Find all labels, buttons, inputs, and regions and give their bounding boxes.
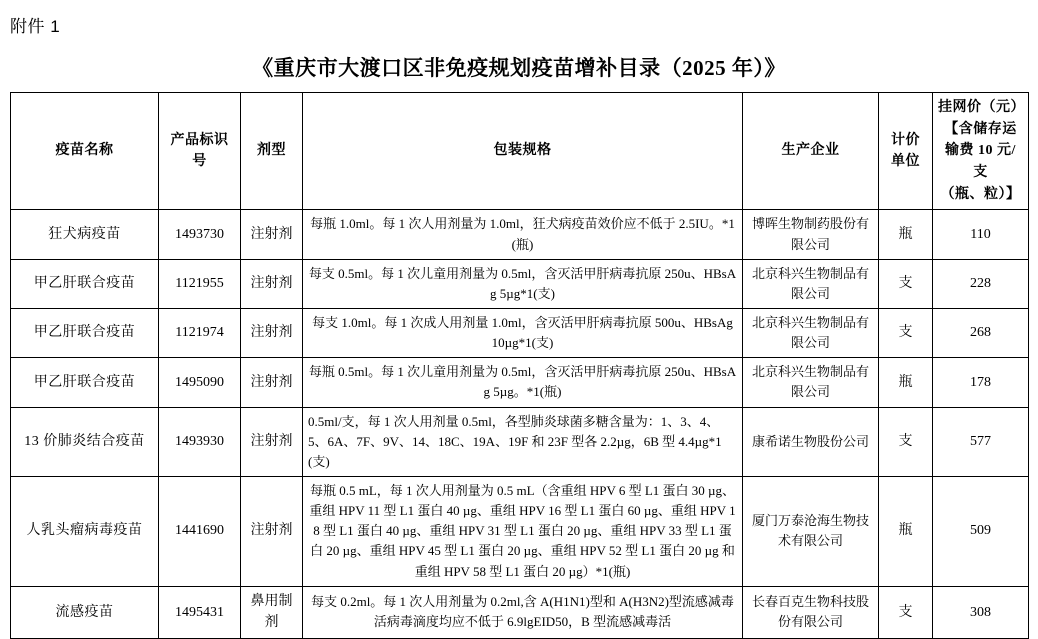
column-header-listed-price — [933, 93, 1029, 210]
cell-vaccine-name: 狂犬病疫苗 — [11, 210, 159, 259]
attachment-label: 附件 1 — [10, 17, 61, 36]
page-title: 《重庆市大渡口区非免疫规划疫苗增补目录（2025 年）》 — [252, 56, 786, 80]
cell-pricing-unit: 支 — [879, 586, 933, 638]
table-row — [11, 358, 1029, 407]
cell-manufacturer: 北京科兴生物制品有限公司 — [743, 358, 879, 407]
column-header-dosage-form: 剂型 — [241, 93, 303, 210]
cell-manufacturer: 北京科兴生物制品有限公司 — [743, 309, 879, 358]
cell-package-spec: 每瓶 1.0ml。每 1 次人用剂量为 1.0ml，狂犬病疫苗效价应不低于 2.5IU。*1(瓶) — [303, 210, 743, 259]
cell-product-code: 1493730 — [159, 210, 241, 259]
cell-vaccine-name: 流感疫苗 — [11, 586, 159, 638]
cell-pricing-unit: 支 — [879, 407, 933, 476]
cell-package-spec: 每瓶 0.5 mL，每 1 次人用剂量为 0.5 mL（含重组 HPV 6 型 L1 蛋白 30 µg、重组 HPV 11 型 L1 蛋白 40 µg、重组 HPV 16 型 L1 蛋白 60 µg、重组 HPV 18 型 L1 蛋白 40 µg、重组 HPV 31 型 L1 蛋白 20 µg、重组 HPV 33 型 L1 蛋白 20 µg、重组 HPV 45 型 L1 蛋白 20 µg、重组 HPV 52 型 L1 蛋白 20 µg 和重组 HPV 58 型 L1 蛋白 20 µg）*1(瓶) — [303, 476, 743, 586]
cell-dosage-form: 注射剂 — [241, 358, 303, 407]
table-row — [11, 309, 1029, 358]
table-body — [11, 210, 1029, 639]
cell-vaccine-name: 甲乙肝联合疫苗 — [11, 259, 159, 308]
cell-package-spec: 每支 1.0ml。每 1 次成人用剂量 1.0ml，含灭活甲肝病毒抗原 500u、HBsAg 10µg*1(支) — [303, 309, 743, 358]
column-header-manufacturer: 生产企业 — [743, 93, 879, 210]
cell-dosage-form: 注射剂 — [241, 476, 303, 586]
cell-dosage-form: 注射剂 — [241, 309, 303, 358]
cell-pricing-unit: 支 — [879, 309, 933, 358]
cell-pricing-unit: 瓶 — [879, 358, 933, 407]
cell-vaccine-name: 甲乙肝联合疫苗 — [11, 358, 159, 407]
cell-package-spec: 每支 0.5ml。每 1 次儿童用剂量为 0.5ml，含灭活甲肝病毒抗原 250u、HBsAg 5µg*1(支) — [303, 259, 743, 308]
table-header-row — [11, 93, 1029, 210]
table-row — [11, 586, 1029, 638]
cell-manufacturer: 康希诺生物股份公司 — [743, 407, 879, 476]
table-row — [11, 259, 1029, 308]
cell-package-spec: 每支 0.2ml。每 1 次人用剂量为 0.2ml,含 A(H1N1)型和 A(H3N2)型流感减毒活病毒滴度均应不低于 6.9lgEID50，B 型流感减毒活 — [303, 586, 743, 638]
cell-listed-price: 509 — [933, 476, 1029, 586]
cell-product-code: 1121955 — [159, 259, 241, 308]
price-header-line-3: 输费 10 元/支 — [945, 143, 1016, 181]
cell-package-spec: 每瓶 0.5ml。每 1 次儿童用剂量为 0.5ml，含灭活甲肝病毒抗原 250u、HBsAg 5µg。*1(瓶) — [303, 358, 743, 407]
cell-listed-price: 268 — [933, 309, 1029, 358]
cell-listed-price: 178 — [933, 358, 1029, 407]
column-header-product-code — [159, 93, 241, 210]
vaccine-table-container — [10, 92, 1028, 639]
table-row — [11, 210, 1029, 259]
cell-dosage-form: 注射剂 — [241, 259, 303, 308]
price-header-line-4: （瓶、粒）】 — [940, 186, 1021, 202]
cell-product-code: 1495431 — [159, 586, 241, 638]
cell-pricing-unit: 瓶 — [879, 210, 933, 259]
cell-vaccine-name: 人乳头瘤病毒疫苗 — [11, 476, 159, 586]
cell-pricing-unit: 瓶 — [879, 476, 933, 586]
column-header-pricing-unit — [879, 93, 933, 210]
price-header-line-1: 挂网价（元） — [938, 100, 1025, 115]
table-header — [11, 93, 1029, 210]
cell-product-code: 1495090 — [159, 358, 241, 407]
table-row — [11, 476, 1029, 586]
column-header-package-spec: 包装规格 — [303, 93, 743, 210]
cell-pricing-unit: 支 — [879, 259, 933, 308]
cell-manufacturer: 厦门万泰沧海生物技术有限公司 — [743, 476, 879, 586]
cell-listed-price: 308 — [933, 586, 1029, 638]
cell-listed-price: 228 — [933, 259, 1029, 308]
cell-listed-price: 577 — [933, 407, 1029, 476]
cell-vaccine-name: 13 价肺炎结合疫苗 — [11, 407, 159, 476]
cell-dosage-form: 注射剂 — [241, 210, 303, 259]
cell-product-code: 1441690 — [159, 476, 241, 586]
cell-manufacturer: 北京科兴生物制品有限公司 — [743, 259, 879, 308]
column-header-product-code-text: 产品标识号 — [170, 132, 229, 170]
price-header-line-2: 【含储存运 — [944, 121, 1017, 137]
cell-package-spec: 0.5ml/支，每 1 次人用剂量 0.5ml，各型肺炎球菌多糖含量为：1、3、4、5、6A、7F、9V、14、18C、19A、19F 和 23F 型各 2.2µg，6B 型 4.4µg*1(支) — [303, 407, 743, 476]
cell-vaccine-name: 甲乙肝联合疫苗 — [11, 309, 159, 358]
cell-product-code: 1121974 — [159, 309, 241, 358]
cell-manufacturer: 长春百克生物科技股份有限公司 — [743, 586, 879, 638]
column-header-pricing-unit-text: 计价单位 — [891, 132, 920, 170]
cell-dosage-form: 注射剂 — [241, 407, 303, 476]
column-header-vaccine-name: 疫苗名称 — [11, 93, 159, 210]
cell-product-code: 1493930 — [159, 407, 241, 476]
table-row — [11, 407, 1029, 476]
cell-listed-price: 110 — [933, 210, 1029, 259]
cell-manufacturer: 博晖生物制药股份有限公司 — [743, 210, 879, 259]
vaccine-table — [10, 92, 1029, 639]
cell-dosage-form: 鼻用制剂 — [241, 586, 303, 638]
